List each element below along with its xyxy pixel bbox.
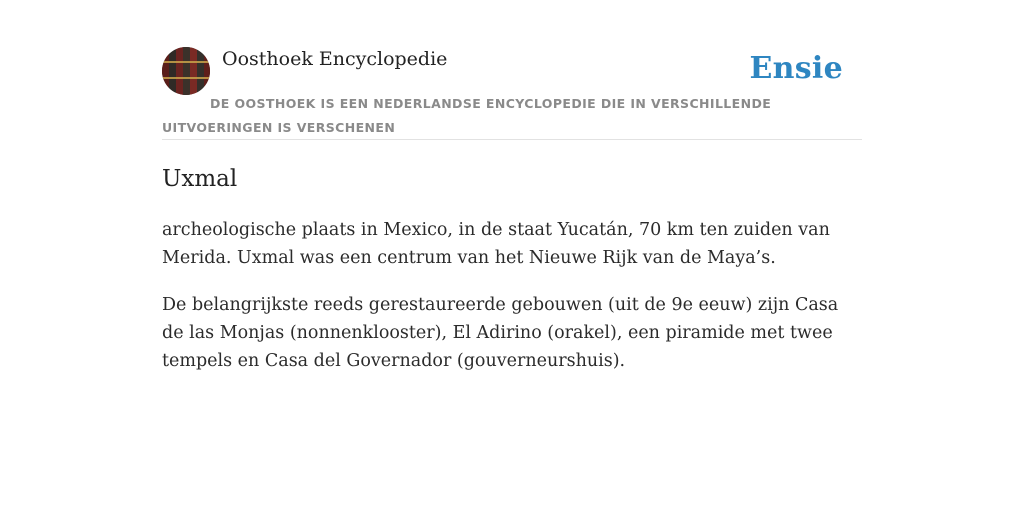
brand-logo[interactable]: Ensie <box>749 51 843 86</box>
source-tagline: DE OOSTHOEK IS EEN NEDERLANDSE ENCYCLOPEDIE DIE IN VERSCHILLENDE UITVOERINGEN IS VERSCHENEN <box>162 96 772 135</box>
source-name-link[interactable]: Oosthoek Encyclopedie <box>222 48 448 70</box>
books-avatar-icon[interactable] <box>162 47 210 95</box>
article-paragraph: De belangrijkste reeds gerestaureerde gebouwen (uit de 9e eeuw) zijn Casa de las Monjas (nonnenklooster), El Adirino (orakel), een piramide met twee tempels en Casa del Governador (gouverneurshuis). <box>162 295 839 371</box>
article-title: Uxmal <box>162 166 238 192</box>
source-header <box>162 46 862 140</box>
article-paragraph: archeologische plaats in Mexico, in de staat Yucatán, 70 km ten zuiden van Merida. Uxmal was een centrum van het Nieuwe Rijk van de Maya’s. <box>162 220 830 268</box>
entry-card <box>162 46 862 394</box>
article-body <box>162 140 862 375</box>
